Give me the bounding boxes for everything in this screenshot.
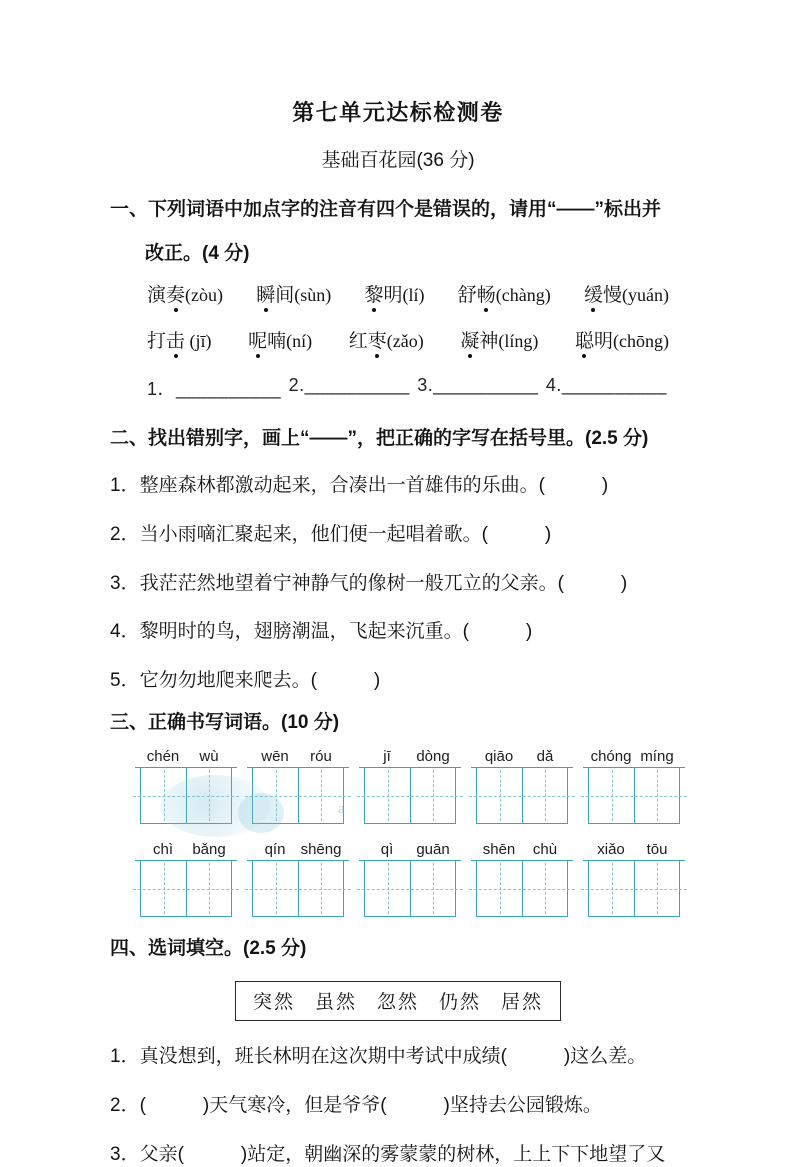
- grid-pinyin: [140, 748, 232, 767]
- grid-guide-line: [133, 889, 239, 890]
- grid-pinyin-syllable: tōu: [646, 841, 668, 859]
- exam-item: 3．我茫茫然地望着宁神静气的像树一般兀立的父亲。( ): [110, 572, 628, 594]
- grid-pinyin: [364, 748, 456, 767]
- word-bank-box: [235, 981, 561, 1021]
- writing-grid-box: [588, 861, 680, 917]
- section-one: [100, 198, 696, 401]
- writing-grid-box: [588, 768, 680, 824]
- word-pinyin: (yuán): [621, 284, 669, 305]
- grid-pinyin: [476, 841, 568, 860]
- grid-pinyin-syllable: chì: [152, 841, 173, 859]
- writing-grid-unit: [140, 748, 232, 824]
- dotted-word: 聪明(chōng): [575, 326, 669, 353]
- dotted-character: 枣: [368, 326, 387, 353]
- dotted-character: 击: [166, 326, 185, 353]
- word-pinyin: (ní): [286, 330, 313, 351]
- section-four-heading: 四、选词填空。(2.5 分): [110, 938, 307, 960]
- exam-item: 4．黎明时的鸟，翅膀潮温，飞起来沉重。( ): [110, 621, 533, 643]
- dotted-word: 瞬间(sùn): [256, 280, 331, 307]
- grid-pinyin-syllable: shēn: [482, 841, 516, 859]
- grid-pinyin-syllable: qiāo: [484, 748, 514, 766]
- word-pinyin: (líng): [498, 330, 539, 351]
- grid-guide-line: [245, 889, 351, 890]
- section-three-heading: 三、正确书写词语。(10 分): [110, 711, 340, 733]
- word-pinyin: (chōng): [613, 330, 669, 351]
- bank-word: 虽然: [314, 992, 357, 1014]
- answer-blank: 2.__________: [288, 374, 410, 395]
- dotted-character: 瞬: [256, 280, 275, 307]
- dotted-character: 奏: [166, 280, 185, 307]
- grid-guide-line: [357, 889, 463, 890]
- exam-item: 3．父亲( )站定，朝幽深的雾蒙蒙的树林，上上下下地望了又: [110, 1143, 666, 1165]
- bank-word: 突然: [252, 992, 295, 1014]
- writing-grid-unit: [588, 748, 680, 824]
- answer-blank: 4.__________: [545, 374, 667, 395]
- grid-pinyin-syllable: dòng: [416, 748, 450, 766]
- exam-page: [100, 0, 696, 1167]
- writing-grid-box: [252, 861, 344, 917]
- dotted-character: 凝: [460, 326, 479, 353]
- dotted-word: 缓慢(yuán): [584, 280, 669, 307]
- writing-grid-box: [140, 768, 232, 824]
- dotted-word: 红枣(zǎo): [349, 326, 424, 353]
- dotted-word: 凝神(líng): [460, 326, 538, 353]
- grid-pinyin-syllable: róu: [310, 748, 332, 766]
- word-pinyin: (zòu): [185, 284, 224, 305]
- grid-pinyin-syllable: jī: [383, 748, 391, 766]
- part-banner: 基础百花园(36 分): [321, 150, 475, 171]
- section-three: [100, 711, 696, 918]
- grid-guide-line: [245, 796, 351, 797]
- grid-pinyin-syllable: qín: [264, 841, 286, 859]
- answer-blank-row: [147, 375, 667, 401]
- writing-grid-unit: [252, 748, 344, 824]
- writing-grid-box: [476, 861, 568, 917]
- grid-pinyin-syllable: chén: [146, 748, 180, 766]
- grid-pinyin-syllable: chóng: [590, 748, 632, 766]
- section-two: [100, 427, 696, 694]
- writing-grid-box: [140, 861, 232, 917]
- word-pinyin: (sùn): [294, 284, 332, 305]
- writing-grid-unit: [252, 841, 344, 917]
- grid-guide-line: [581, 796, 687, 797]
- bank-word: 忽然: [376, 992, 419, 1014]
- grid-guide-line: [469, 796, 575, 797]
- grid-pinyin: [588, 748, 680, 767]
- dotted-character: 聪: [575, 326, 594, 353]
- writing-grid-box: [364, 861, 456, 917]
- section-four: [100, 937, 696, 1167]
- grid-pinyin-syllable: chù: [532, 841, 558, 859]
- grid-pinyin: [364, 841, 456, 860]
- writing-grid-area: [100, 748, 696, 917]
- grid-pinyin-syllable: wēn: [261, 748, 289, 766]
- scan-watermark: a: [160, 765, 350, 843]
- writing-grid-unit: [140, 841, 232, 917]
- word-pinyin: (lí): [402, 284, 425, 305]
- section-one-heading-line2: 改正。(4 分): [145, 242, 250, 264]
- grid-pinyin: [140, 841, 232, 860]
- dotted-word: 舒畅(chàng): [458, 280, 551, 307]
- grid-pinyin-syllable: qì: [380, 841, 394, 859]
- bank-word: 仍然: [439, 992, 482, 1014]
- grid-pinyin-syllable: guān: [416, 841, 450, 859]
- exam-item: 2．当小雨嘀汇聚起来，他们便一起唱着歌。( ): [110, 523, 552, 545]
- writing-grid-unit: [364, 748, 456, 824]
- page-title: 第七单元达标检测卷: [292, 100, 504, 125]
- pinyin-word-row: [147, 280, 669, 307]
- dotted-character: 呢: [248, 326, 267, 353]
- grid-pinyin-syllable: míng: [640, 748, 674, 766]
- dotted-word: 黎明(lí): [364, 280, 424, 307]
- dotted-character: 黎: [364, 280, 383, 307]
- word-pinyin: (jī): [185, 330, 212, 351]
- grid-pinyin: [252, 748, 344, 767]
- grid-pinyin-syllable: wù: [199, 748, 219, 766]
- writing-grid-box: [364, 768, 456, 824]
- word-pinyin: (zǎo): [386, 330, 424, 351]
- answer-blank: 3.__________: [417, 374, 539, 395]
- section-one-heading-line1: 一、下列词语中加点字的注音有四个是错误的，请用“——”标出并: [110, 199, 662, 220]
- dotted-word: 演奏(zòu): [147, 280, 223, 307]
- exam-item: 1．整座森林都激动起来，合凑出一首雄伟的乐曲。( ): [110, 475, 609, 497]
- exam-item: 2．( )天气寒冷，但是爷爷( )坚持去公园锻炼。: [110, 1094, 602, 1116]
- grid-pinyin: [476, 748, 568, 767]
- exam-item: 1．真没想到，班长林明在这次期中考试中成绩( )这么差。: [110, 1046, 647, 1068]
- grid-guide-line: [133, 796, 239, 797]
- exam-item: 5．它勿勿地爬来爬去。( ): [110, 670, 381, 691]
- grid-pinyin-syllable: bǎng: [192, 841, 226, 859]
- grid-pinyin-syllable: dǎ: [536, 748, 554, 766]
- grid-guide-line: [469, 889, 575, 890]
- writing-grid-unit: [476, 841, 568, 917]
- writing-grid-box: [476, 768, 568, 824]
- answer-blank: 1．__________: [147, 378, 282, 399]
- section-two-heading: 二、找出错别字，画上“——”，把正确的字写在括号里。(2.5 分): [110, 427, 649, 449]
- writing-grid-unit: [364, 841, 456, 917]
- grid-guide-line: [581, 889, 687, 890]
- word-pinyin: (chàng): [495, 284, 551, 305]
- writing-grid-unit: [588, 841, 680, 917]
- dotted-word: 呢喃(ní): [248, 326, 312, 353]
- dotted-character: 缓: [584, 280, 603, 307]
- dotted-character: 畅: [477, 280, 496, 307]
- grid-pinyin: [588, 841, 680, 860]
- writing-grid-row: [140, 748, 680, 824]
- writing-grid-row: [140, 841, 680, 917]
- grid-guide-line: [357, 796, 463, 797]
- writing-grid-box: [252, 768, 344, 824]
- bank-word: 居然: [501, 992, 544, 1014]
- grid-pinyin-syllable: shēng: [300, 841, 342, 859]
- pinyin-word-row: [147, 326, 669, 353]
- section-two-items: [100, 474, 696, 693]
- grid-pinyin-syllable: xiǎo: [597, 841, 625, 859]
- dotted-word: 打击 (jī): [147, 326, 212, 353]
- writing-grid-unit: [476, 748, 568, 824]
- pinyin-word-list: [100, 280, 696, 353]
- section-four-items: [100, 1045, 696, 1167]
- grid-pinyin: [252, 841, 344, 860]
